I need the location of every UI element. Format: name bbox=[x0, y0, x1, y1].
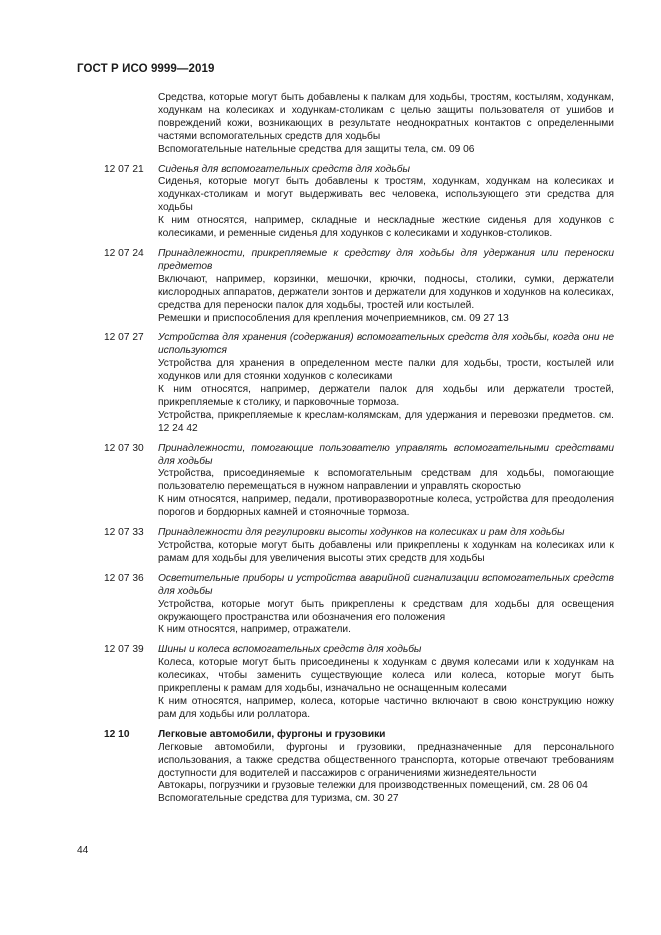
page-number: 44 bbox=[77, 845, 89, 856]
paragraph: Устройства, которые могут быть добавлены или прикреплены к ходункам на колесиках или к рамам для ходьбы для увеличения высоты этих средств для ходьбы bbox=[158, 540, 614, 564]
paragraph: Включают, например, корзинки, мешочки, крючки, подносы, столики, сумки, держатели кислородных аппаратов, держатели зонтов и держатели для ходунков и ходунков на колесиках, средства для переноски палок для ходьбы, тростей или костылей. bbox=[158, 273, 614, 311]
classification-entry bbox=[104, 527, 614, 566]
paragraph: К ним относятся, например, колеса, которые частично включают в свою конструкцию ножку рам для ходьбы или роллатора. bbox=[158, 695, 614, 720]
entry-body bbox=[158, 443, 614, 520]
paragraph: Вспомогательные нательные средства для защиты тела, см. 09 06 bbox=[158, 143, 475, 155]
document-header: ГОСТ Р ИСО 9999—2019 bbox=[77, 63, 215, 75]
section-title: Легковые автомобили, фургоны и грузовики bbox=[158, 728, 386, 740]
paragraph: К ним относятся, например, педали, противоразворотные колеса, устройства для преодоления порогов и бордюрных камней и стояночные тормоза. bbox=[158, 494, 614, 519]
paragraph: Ремешки и приспособления для крепления мочеприемников, см. 09 27 13 bbox=[158, 312, 509, 324]
entry-body bbox=[158, 644, 614, 721]
entry-body bbox=[158, 248, 614, 325]
entry-code: 12 07 33 bbox=[104, 527, 144, 539]
document-body bbox=[104, 92, 614, 813]
entry-code: 12 07 27 bbox=[104, 332, 144, 344]
classification-entry bbox=[104, 443, 614, 520]
entry-title: Сиденья для вспомогательных средств для ходьбы bbox=[158, 163, 411, 175]
entry-code: 12 07 21 bbox=[104, 163, 144, 175]
entry-title: Принадлежности, помогающие пользователю управлять вспомогательными средствами для ходьбы bbox=[158, 442, 614, 467]
entry-body bbox=[158, 332, 614, 435]
entry-title: Принадлежности, прикрепляемые к средству для ходьбы для удержания или переноски предметов bbox=[158, 247, 614, 272]
section-code: 12 10 bbox=[104, 728, 130, 740]
paragraph: Сиденья, которые могут быть добавлены к тростям, ходункам, ходункам на колесиках и ходунках-столикам и могут выдерживать вес человека, использующего эти средства для ходьбы bbox=[158, 176, 614, 214]
entry-body bbox=[158, 164, 614, 241]
classification-section bbox=[104, 729, 614, 806]
classification-entry bbox=[104, 248, 614, 325]
paragraph: Колеса, которые могут быть присоединены к ходункам с двумя колесами или к ходункам на колесиках, чтобы заменить существующие колеса или колеса, которые могут быть прикреплены к рамам для ходьбы, изначально не оснащенным колесами bbox=[158, 657, 614, 695]
entry-code: 12 07 24 bbox=[104, 247, 144, 259]
classification-entry bbox=[104, 332, 614, 435]
entry-title: Устройства для хранения (содержания) вспомогательных средств для ходьбы, когда они не используются bbox=[158, 332, 614, 357]
paragraph: Устройства для хранения в определенном месте палки для ходьбы, трости, костылей или ходунков или для стоянки ходунков с колесиками bbox=[158, 358, 614, 383]
entry-code: 12 07 39 bbox=[104, 644, 144, 656]
paragraph: Средства, которые могут быть добавлены к палкам для ходьбы, тростям, костылям, ходункам, ходункам на колесиках и ходункам-столикам с целью защиты пользователя от ушибов и повреждений кожи, возникающих в результате неоднократных контактов с определенными частями вспомогательных средств для ходьбы bbox=[158, 92, 614, 142]
entry-body bbox=[158, 573, 614, 638]
paragraph: Устройства, прикрепляемые к креслам-колямскам, для удержания и перевозки предметов. см. 12 24 42 bbox=[158, 409, 614, 434]
paragraph: Устройства, присоединяемые к вспомогательным средствам для ходьбы, помогающие пользователю перемещаться в нужном направлении и управлять скоростью bbox=[158, 468, 614, 493]
paragraph: К ним относятся, например, отражатели. bbox=[158, 624, 351, 636]
paragraph: Вспомогательные средства для туризма, см. 30 27 bbox=[158, 793, 399, 805]
entry-title: Шины и колеса вспомогательных средств для ходьбы bbox=[158, 644, 422, 656]
classification-entry bbox=[104, 164, 614, 241]
paragraph: Легковые автомобили, фургоны и грузовики, предназначенные для персонального использования, а также средства общественного транспорта, которые отвечают требованиям доступности для водителей и пассажиров с ограничениями жизнедеятельности bbox=[158, 741, 614, 779]
intro-block bbox=[104, 92, 614, 157]
section-body bbox=[158, 729, 614, 806]
entry-code: 12 07 36 bbox=[104, 572, 144, 584]
paragraph: К ним относятся, например, складные и нескладные жесткие сиденья для ходунков с колесиками, и ременные сиденья для ходунков с колесиками и ходунков-столиков. bbox=[158, 215, 614, 240]
paragraph: Автокары, погрузчики и грузовые тележки для производственных помещений, см. 28 06 04 bbox=[158, 780, 588, 792]
entry-code: 12 07 30 bbox=[104, 442, 144, 454]
paragraph: Устройства, которые могут быть прикреплены к средствам для ходьбы для освещения окружающего пространства или обозначения его положения bbox=[158, 598, 614, 623]
classification-entry bbox=[104, 644, 614, 721]
entry-title: Принадлежности для регулировки высоты ходунков на колесиках и рам для ходьбы bbox=[158, 527, 565, 539]
entry-body bbox=[158, 527, 614, 566]
paragraph: К ним относятся, например, держатели палок для ходьбы или держатели тростей, прикрепляемые к столику, и парковочные тормоза. bbox=[158, 384, 614, 408]
classification-entry bbox=[104, 573, 614, 638]
entry-title: Осветительные приборы и устройства аварийной сигнализации вспомогательных средств для ходьбы bbox=[158, 572, 614, 597]
